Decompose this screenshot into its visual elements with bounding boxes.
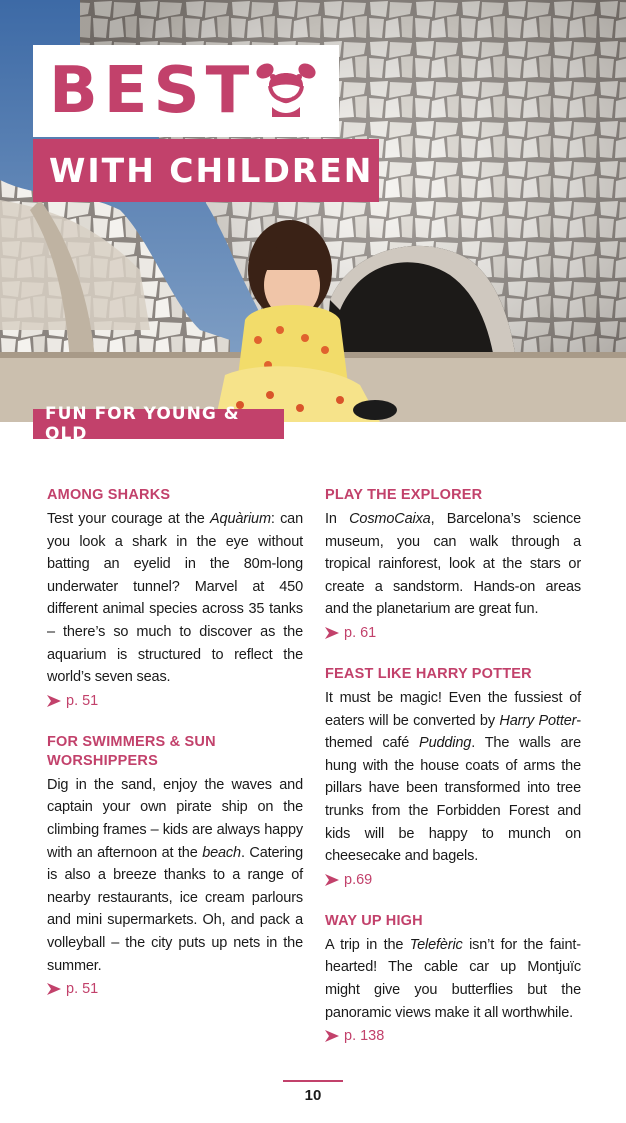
page-reference[interactable] — [325, 622, 581, 644]
italic-place-name: Aquàrium — [210, 511, 271, 527]
italic-place-name: Harry Potter — [499, 712, 577, 729]
page-reference-text: p. 61 — [344, 624, 377, 641]
tip-section — [325, 912, 581, 1047]
page-number: 10 — [304, 1087, 322, 1104]
italic-place-name: Telefèric — [409, 936, 463, 953]
page-reference[interactable] — [325, 869, 581, 891]
tip-heading: AMONG SHARKS — [47, 487, 171, 503]
tip-body: It must be magic! Even the fussiest of eaters will be converted by Harry Potter-themed café Pudding. The walls are hung with the house coats of arms the pillars have been transformed into tree trunks from the Forbidden Forest and kids will be happy to munch on cheesecake and bagels. — [325, 689, 582, 865]
tip-section — [47, 486, 303, 712]
tip-body: Test your courage at the Aquàrium: can you look a shark in the eye without batting an eyelid in the 80m-long underwater tunnel? Marvel at 450 different animal species across 35 tanks – there’s so much to discover as the aquarium is structured to reflect the world’s seven seas. — [47, 511, 304, 686]
tip-section — [325, 665, 581, 891]
page-reference[interactable] — [47, 978, 303, 1000]
page-reference-text: p. 51 — [66, 692, 99, 709]
italic-place-name: Pudding — [419, 735, 472, 752]
tip-body: Dig in the sand, enjoy the waves and captain your own pirate ship on the climbing frames – kids are always happy with an afternoon at the beach. Catering is also a breeze thanks to a range of nearby restaurants, ice cream parlours and mini supermarkets. Oh, and pack a volleyball – the city puts up nets in the summer. — [47, 776, 303, 974]
arrow-right-icon — [47, 983, 61, 995]
page-reference[interactable] — [325, 1025, 581, 1047]
left-column — [47, 486, 303, 1021]
page-reference-text: p.69 — [344, 871, 373, 888]
title-best-box — [33, 45, 339, 137]
title-best: BEST — [49, 54, 256, 128]
arrow-right-icon — [47, 695, 61, 707]
tip-heading: FEAST LIKE HARRY POTTER — [325, 665, 532, 682]
tip-section — [47, 733, 303, 1000]
tip-heading: PLAY THE EXPLORER — [325, 487, 483, 503]
page-reference-text: p. 138 — [344, 1028, 385, 1045]
subtitle: FUN FOR YOUNG & OLD — [45, 404, 240, 444]
arrow-right-icon — [325, 874, 339, 886]
page-reference[interactable] — [47, 690, 303, 712]
tip-body: A trip in the Telefèric isn’t for the faint-hearted! The cable car up Montjuïc might give you butterflies but the panoramic views make it all worthwhile. — [325, 936, 581, 1021]
page-number-rule — [283, 1080, 343, 1082]
tip-heading: FOR SWIMMERS & SUN WORSHIPPERS — [47, 733, 216, 769]
arrow-right-icon — [325, 1030, 339, 1042]
title-with-children: WITH CHILDREN — [49, 151, 374, 190]
tip-section — [325, 486, 581, 644]
subtitle-bar — [33, 404, 284, 444]
italic-place-name: beach — [202, 844, 241, 861]
right-column — [325, 486, 581, 1068]
title-children-box — [33, 139, 379, 202]
tip-body: In CosmoCaixa, Barcelona’s science museum, you can walk through a tropical rainforest, look at the stars or create a sandstorm. Hands-on areas and the planetarium are great fun. — [325, 511, 581, 618]
girl-face-icon — [255, 59, 317, 119]
page-reference-text: p. 51 — [66, 981, 99, 998]
italic-place-name: CosmoCaixa — [349, 511, 431, 527]
tip-heading: WAY UP HIGH — [325, 912, 423, 929]
arrow-right-icon — [325, 627, 339, 639]
